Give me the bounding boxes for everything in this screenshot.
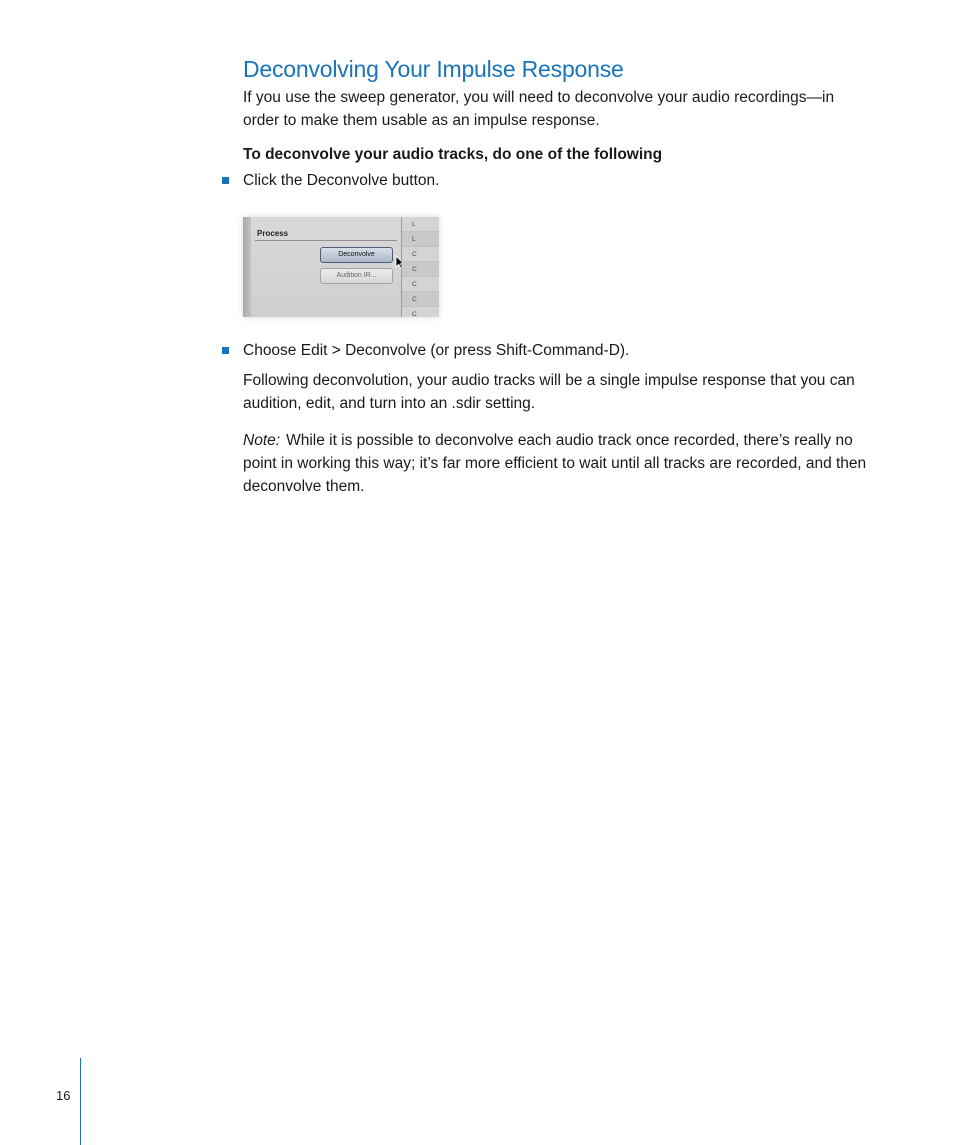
channel-cell: C xyxy=(402,307,439,317)
follow-up-paragraph: Following deconvolution, your audio tracks will be a single impulse response that you can audition, edit, and turn into an .sdir setting. xyxy=(243,372,855,412)
channel-cell: C xyxy=(402,277,439,292)
bullet-text: Click the Deconvolve button. xyxy=(243,172,440,189)
task-heading: To deconvolve your audio tracks, do one of the following xyxy=(243,146,663,163)
panel-title: Process xyxy=(257,229,289,238)
page-margin-rule xyxy=(80,1058,81,1145)
note-label: Note: xyxy=(243,432,281,449)
channel-column xyxy=(401,217,439,317)
process-panel-screenshot xyxy=(243,217,439,317)
process-panel xyxy=(251,217,401,317)
deconvolve-button[interactable]: Deconvolve xyxy=(320,247,393,263)
panel-edge xyxy=(243,217,251,317)
channel-cell: C xyxy=(402,247,439,262)
channel-cell: L xyxy=(402,217,439,232)
note-paragraph xyxy=(243,429,873,498)
channel-cell: C xyxy=(402,292,439,307)
page-number: 16 xyxy=(56,1088,71,1103)
bullet-square-icon xyxy=(222,347,229,354)
bullet-square-icon xyxy=(222,177,229,184)
audition-ir-button[interactable]: Audition IR... xyxy=(320,268,393,284)
bullet-item xyxy=(222,169,439,192)
intro-paragraph: If you use the sweep generator, you will need to deconvolve your audio recordings—in order to make them usable as an impulse response. xyxy=(243,89,835,129)
channel-cell: C xyxy=(402,262,439,277)
channel-cell: L xyxy=(402,232,439,247)
panel-divider xyxy=(255,240,397,241)
note-text: While it is possible to deconvolve each audio track once recorded, there’s really no point in working this way; it’s far more efficient to wait until all tracks are recorded, and then deconvolve them. xyxy=(243,432,867,495)
section-title: Deconvolving Your Impulse Response xyxy=(243,56,624,82)
bullet-item xyxy=(222,339,629,362)
bullet-text: Choose Edit > Deconvolve (or press Shift-Command-D). xyxy=(243,342,630,359)
